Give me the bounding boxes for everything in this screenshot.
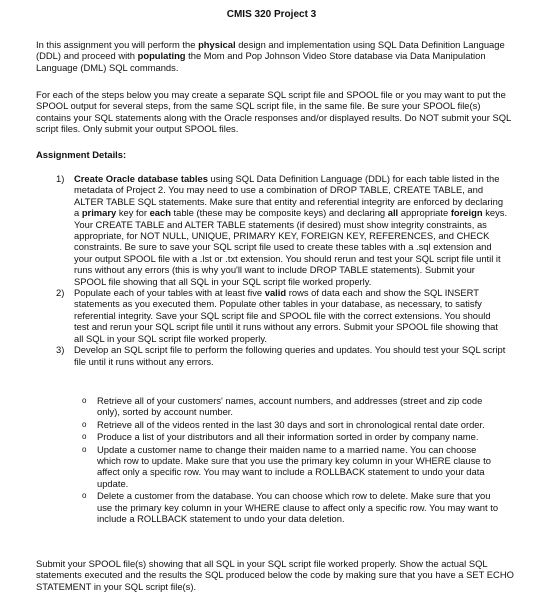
closing-paragraph: Submit your SPOOL file(s) showing that all SQL in your SQL script file worked properly. Show the actual SQL statements executed and the results the SQL produced below the code by making sure that you have a SET ECHO STATEMENT in your SQL script file(s). (36, 558, 514, 592)
list-item-text: Retrieve all of the videos rented in the last 30 days and sort in chronological rental date order. (97, 418, 485, 430)
intro-bold-physical: physical (198, 39, 236, 50)
bullet-icon: o (82, 419, 87, 429)
step-bold: valid (264, 287, 287, 299)
step-text: key for (116, 207, 150, 219)
step-bold: foreign (450, 207, 483, 219)
steps-list (56, 173, 508, 367)
step-text: table (these may be composite keys) and declaring (170, 207, 388, 219)
step-text: using SQL Data Definition Language (DDL) for each table listed in the metadata of Project 2. You may need to use a combination of DROP TABLE, CREATE TABLE, and ALTER TABLE SQL statements. Make sure that entity and referential integrity are enforced by declaring a (74, 173, 504, 219)
intro-bold-populating: populating (137, 50, 186, 62)
step-item (56, 173, 508, 287)
step-bold: Create Oracle database tables (74, 173, 208, 184)
intro-text-1: In this assignment you will perform the (36, 39, 199, 50)
step-text: appropriate (398, 207, 451, 219)
sub-list (82, 395, 502, 525)
step-number: 3) (56, 344, 65, 356)
list-item-text: Update a customer name to change their maiden name to a married name. You can choose which row to update. Make sure that you use the primary key column in your WHERE clause to affect only a specific row. You may want to include a ROLLBACK statement to undo your data update. (97, 443, 491, 489)
list-item-text: Delete a customer from the database. You can choose which row to delete. Make sure that you use the primary key column in your WHERE clause to affect only a specific row. You may want to include a ROLLBACK statement to undo your data deletion. (97, 490, 499, 525)
step-text: Populate each of your tables with at least five (74, 287, 265, 299)
step-text: Develop an SQL script file to perform the following queries and updates. You should test your SQL script file until it runs without any errors. (74, 344, 506, 367)
list-item (82, 419, 502, 430)
step-text: keys. Your CREATE TABLE and ALTER TABLE statements (if desired) must show integrity constraints, as appropriate, for NOT NULL, UNIQUE, PRIMARY KEY, FOREIGN KEY, REFERENCES, and CHECK constraints. Be sure to save your SQL script file used to create these tables with a .sql extension and your output SPOOL file with a .lst or .txt extension. You should rerun and test your SQL script file until it runs without any errors (this is why you'll want to include DROP TABLE statements). Submit your SPOOL file showing that all SQL in your SQL script file worked properly. (74, 207, 508, 287)
step-bold: all (387, 207, 399, 219)
step-item (56, 287, 508, 344)
bullet-icon: o (82, 444, 87, 454)
bullet-icon: o (82, 491, 87, 501)
list-item (82, 395, 502, 418)
list-item (82, 444, 502, 490)
step-item (56, 344, 508, 367)
step-number: 2) (56, 287, 65, 299)
bullet-icon: o (82, 396, 87, 405)
bullet-icon: o (82, 432, 87, 442)
list-item (82, 431, 502, 442)
page-title: CMIS 320 Project 3 (226, 9, 317, 20)
intro-text-2: design and implementation using SQL Data Definition Language (DDL) and proceed with (36, 39, 505, 62)
list-item (82, 490, 502, 524)
step-bold: primary (81, 207, 117, 219)
intro-text-3: the Mom and Pop Johnson Video Store database via Data Manipulation Language (DML) SQL commands. (36, 50, 486, 73)
instructions-paragraph: For each of the steps below you may create a separate SQL script file and SPOOL file or you may want to put the SPOOL output for several steps, from the same SQL script file, in the same file. Be sure your SPOOL file(s) contains your SQL statements along with the Oracle responses and/or displayed results. Do NOT submit your SQL script files. Only submit your output SPOOL files. (36, 89, 511, 135)
step-text: rows of data each and show the SQL INSERT statements as you executed them. Populate other tables in your database, as necessary, to satisfy referential integrity. Save your SQL script file and SPOOL file with the correct extensions. You should test and rerun your SQL script file until it runs without any errors. Submit your SPOOL file showing that all SQL in your SQL script file worked properly. (74, 287, 498, 344)
details-heading: Assignment Details: (36, 149, 127, 160)
list-item-text: Produce a list of your distributors and all their information sorted in order by company name. (97, 431, 479, 443)
list-item-text: Retrieve all of your customers' names, account numbers, and addresses (street and zip code only), sorted by account number. (97, 395, 483, 418)
step-bold: each (149, 207, 171, 219)
intro-paragraph (36, 39, 514, 73)
step-number: 1) (56, 173, 65, 184)
